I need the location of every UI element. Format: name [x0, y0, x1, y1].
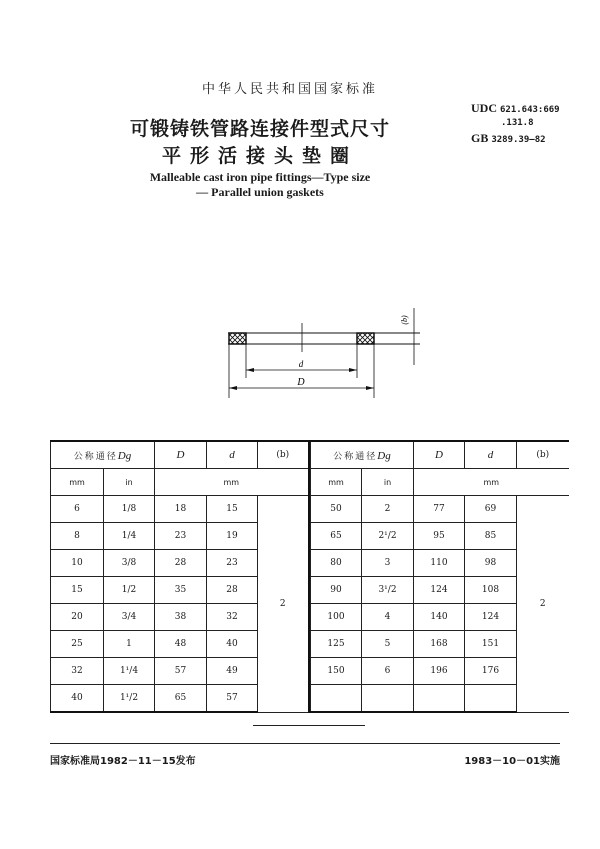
udc-line1: 621.643:669 [500, 105, 560, 115]
cell-D [414, 685, 465, 713]
cell-d: 28 [207, 577, 258, 604]
label-d: d [298, 359, 304, 369]
cell-in: 3¹/2 [362, 577, 414, 604]
cell-D: 38 [155, 604, 207, 631]
header-b: (b) [258, 441, 309, 469]
table-header-row [311, 441, 569, 469]
table-unit-row [311, 469, 569, 496]
udc-code [471, 103, 560, 129]
gb-code: 3289.39—82 [491, 135, 546, 145]
cell-mm: 20 [51, 604, 104, 631]
cell-in: 1¹/4 [104, 658, 155, 685]
label-b: (b) [400, 315, 409, 325]
unit-dims: mm [155, 469, 309, 496]
unit-dims: mm [414, 469, 569, 496]
cell-D: 77 [414, 496, 465, 523]
title-en-line1: Malleable cast iron pipe fittings—Type size [149, 170, 371, 184]
cell-mm: 65 [311, 523, 362, 550]
cell-d: 57 [207, 685, 258, 713]
cell-mm [311, 685, 362, 713]
cell-in: 3/4 [104, 604, 155, 631]
header-D: D [414, 441, 465, 469]
gb-number [471, 131, 546, 146]
cell-d: 49 [207, 658, 258, 685]
header-D: D [155, 441, 207, 469]
unit-mm: mm [51, 469, 104, 496]
cell-mm: 80 [311, 550, 362, 577]
cell-b: 2 [258, 496, 309, 713]
cell-D: 35 [155, 577, 207, 604]
cell-D: 57 [155, 658, 207, 685]
cell-D: 48 [155, 631, 207, 658]
cell-b: 2 [517, 496, 569, 713]
label-D: D [297, 377, 305, 388]
cell-mm: 90 [311, 577, 362, 604]
table-row [311, 496, 569, 523]
cell-D: 168 [414, 631, 465, 658]
cell-mm: 50 [311, 496, 362, 523]
cell-in: 3 [362, 550, 414, 577]
cell-mm: 6 [51, 496, 104, 523]
cell-mm: 125 [311, 631, 362, 658]
unit-in: in [362, 469, 414, 496]
cell-d: 85 [465, 523, 517, 550]
table-unit-row [51, 469, 309, 496]
header-nominal: 公称通径Dg [311, 441, 414, 469]
cell-d: 40 [207, 631, 258, 658]
title-en [110, 170, 410, 200]
cell-in: 1¹/2 [104, 685, 155, 713]
udc-line2: .131.8 [501, 118, 534, 128]
cell-d: 124 [465, 604, 517, 631]
cell-mm: 15 [51, 577, 104, 604]
cell-d: 108 [465, 577, 517, 604]
cell-D: 196 [414, 658, 465, 685]
unit-in: in [104, 469, 155, 496]
cell-in [362, 685, 414, 713]
cell-in: 1 [104, 631, 155, 658]
header-b: (b) [517, 441, 569, 469]
cell-d: 15 [207, 496, 258, 523]
cell-D: 95 [414, 523, 465, 550]
udc-label: UDC [471, 101, 497, 115]
cell-D: 23 [155, 523, 207, 550]
cell-D: 110 [414, 550, 465, 577]
cell-d: 176 [465, 658, 517, 685]
cell-mm: 100 [311, 604, 362, 631]
title-en-line2: — Parallel union gaskets [196, 185, 324, 199]
cell-d: 32 [207, 604, 258, 631]
cell-in: 1/4 [104, 523, 155, 550]
cell-in: 1/8 [104, 496, 155, 523]
cell-in: 2 [362, 496, 414, 523]
gasket-diagram [210, 290, 440, 410]
cell-d: 19 [207, 523, 258, 550]
cell-D: 140 [414, 604, 465, 631]
cell-d [465, 685, 517, 713]
cell-d: 69 [465, 496, 517, 523]
standard-header: 中华人民共和国国家标准 [201, 82, 378, 97]
cell-in: 4 [362, 604, 414, 631]
title-cn-line1: 可锻铸铁管路连接件型式尺寸 [129, 118, 390, 140]
dimension-table-left [50, 440, 310, 713]
cell-mm: 10 [51, 550, 104, 577]
unit-mm: mm [311, 469, 362, 496]
table-header-row [51, 441, 309, 469]
cell-in: 1/2 [104, 577, 155, 604]
issue-date: 国家标准局1982－11－15发布 [50, 756, 196, 767]
cell-D: 28 [155, 550, 207, 577]
cell-mm: 150 [311, 658, 362, 685]
cell-D: 65 [155, 685, 207, 713]
cell-D: 124 [414, 577, 465, 604]
cell-d: 23 [207, 550, 258, 577]
cell-d: 151 [465, 631, 517, 658]
cell-d: 98 [465, 550, 517, 577]
header-d: d [207, 441, 258, 469]
footer-rule [50, 743, 560, 744]
cell-in: 2¹/2 [362, 523, 414, 550]
cell-mm: 32 [51, 658, 104, 685]
cell-mm: 25 [51, 631, 104, 658]
table-row [51, 496, 309, 523]
end-rule [253, 725, 365, 726]
cell-mm: 40 [51, 685, 104, 713]
title-cn-line2: 平形活接头垫圈 [161, 145, 358, 167]
cell-in: 3/8 [104, 550, 155, 577]
cell-mm: 8 [51, 523, 104, 550]
header-d: d [465, 441, 517, 469]
dimension-table-right [310, 440, 569, 713]
cell-in: 5 [362, 631, 414, 658]
header-nominal: 公称通径Dg [51, 441, 155, 469]
effective-date: 1983－10－01实施 [464, 756, 560, 767]
cell-D: 18 [155, 496, 207, 523]
cell-in: 6 [362, 658, 414, 685]
gb-label: GB [471, 131, 489, 145]
